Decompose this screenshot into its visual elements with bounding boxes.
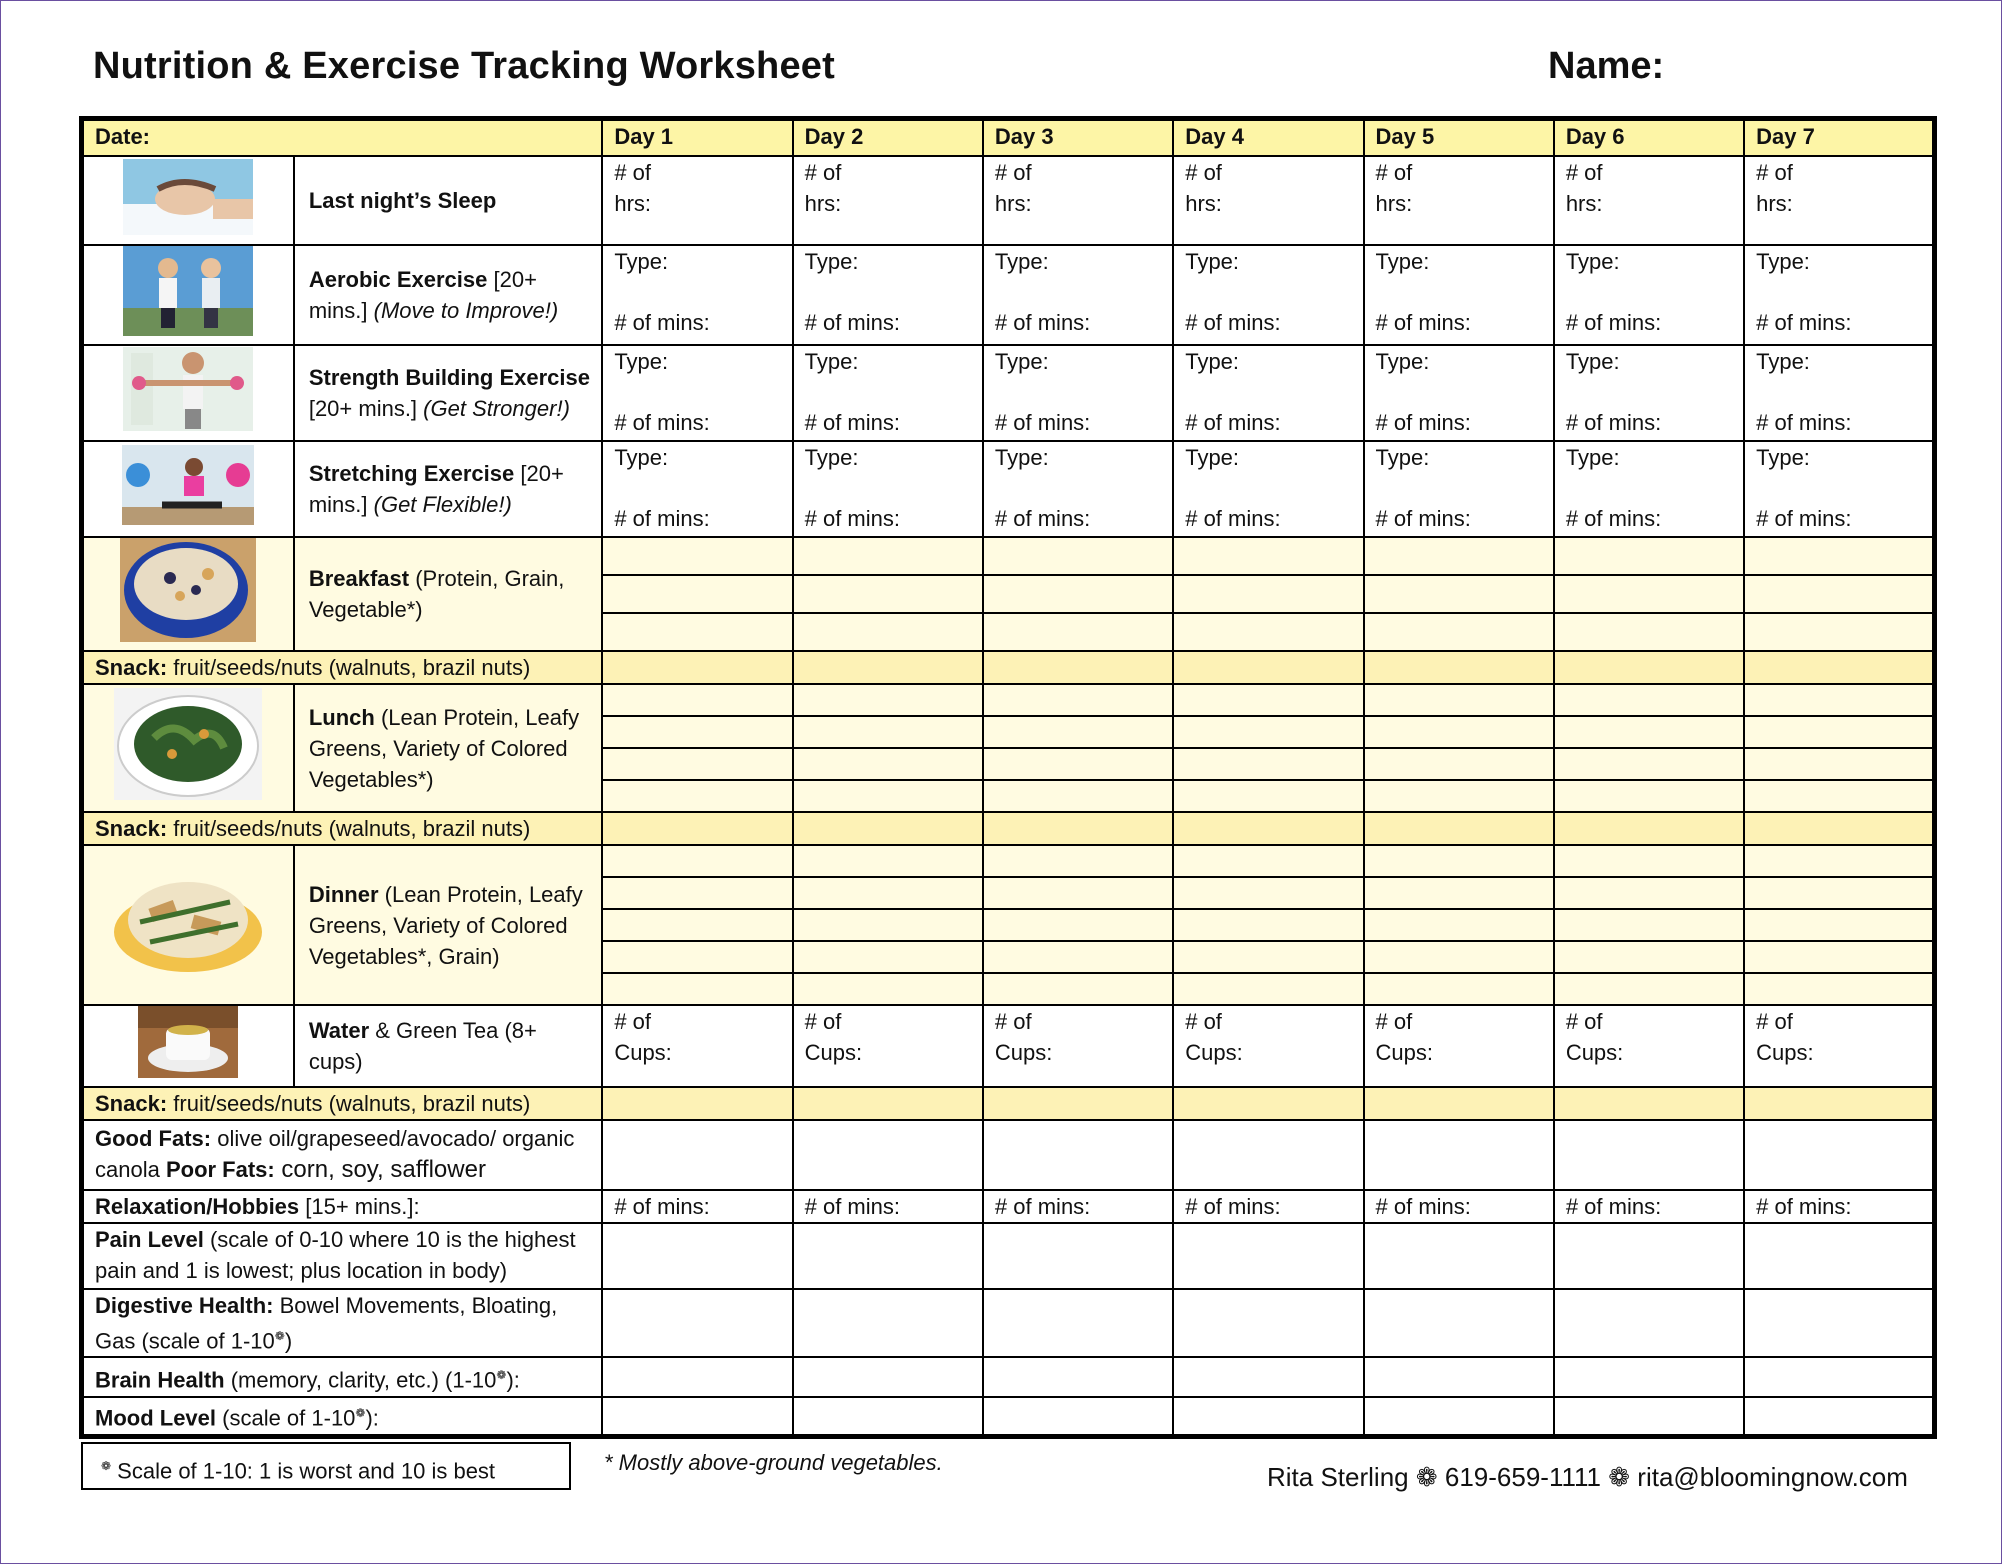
- aerobic-cell[interactable]: Type: # of mins:: [602, 245, 792, 345]
- snack-cell[interactable]: [602, 1087, 792, 1120]
- dinner-cell[interactable]: [1173, 845, 1363, 877]
- lunch-cell[interactable]: [1364, 780, 1554, 812]
- snack-cell[interactable]: [793, 812, 983, 845]
- dinner-cell[interactable]: [793, 877, 983, 909]
- snack-cell[interactable]: [1554, 812, 1744, 845]
- pain-cell[interactable]: [983, 1223, 1173, 1289]
- pain-cell[interactable]: [1744, 1223, 1934, 1289]
- lunch-cell[interactable]: [1744, 716, 1934, 748]
- snack-row: [82, 812, 1935, 845]
- lunch-cell[interactable]: [793, 684, 983, 716]
- breakfast-cell[interactable]: [1744, 575, 1934, 613]
- sleep-cell[interactable]: # of hrs:: [1744, 156, 1934, 245]
- lunch-cell[interactable]: [1364, 748, 1554, 780]
- lunch-cell[interactable]: [1364, 684, 1554, 716]
- lunch-cell[interactable]: [1554, 684, 1744, 716]
- stretching-label: Stretching Exercise [20+ mins.] (Get Flexible!): [294, 441, 603, 537]
- breakfast-cell[interactable]: [1364, 537, 1554, 575]
- strength-row: [82, 345, 1935, 441]
- snack-cell[interactable]: [1173, 812, 1363, 845]
- sleep-cell[interactable]: # of hrs:: [793, 156, 983, 245]
- breakfast-cell[interactable]: [793, 575, 983, 613]
- strength-cell[interactable]: Type: # of mins:: [1173, 345, 1363, 441]
- lunch-cell[interactable]: [1173, 748, 1363, 780]
- scale-mark-icon: ❁: [101, 1459, 112, 1473]
- relaxation-cell[interactable]: # of mins:: [1364, 1190, 1554, 1223]
- snack-label: Snack: fruit/seeds/nuts (walnuts, brazil nuts): [82, 651, 603, 684]
- lunch-label: Lunch (Lean Protein, Leafy Greens, Variety of Colored Vegetables*): [294, 684, 603, 812]
- lunch-cell[interactable]: [793, 780, 983, 812]
- lunch-cell[interactable]: [1554, 716, 1744, 748]
- brain-cell[interactable]: [983, 1357, 1173, 1397]
- breakfast-cell[interactable]: [793, 537, 983, 575]
- stretching-cell[interactable]: Type: # of mins:: [983, 441, 1173, 537]
- dinner-cell[interactable]: [1364, 941, 1554, 973]
- breakfast-cell[interactable]: [1173, 575, 1363, 613]
- dinner-cell[interactable]: [1554, 845, 1744, 877]
- snack-cell[interactable]: [602, 812, 792, 845]
- fats-row: [82, 1120, 1935, 1190]
- dinner-cell[interactable]: [1173, 877, 1363, 909]
- snack-cell[interactable]: [793, 1087, 983, 1120]
- snack-cell[interactable]: [1744, 651, 1934, 684]
- breakfast-cell[interactable]: [602, 575, 792, 613]
- dinner-cell[interactable]: [1744, 909, 1934, 941]
- dinner-cell[interactable]: [602, 845, 792, 877]
- fats-cell[interactable]: [1554, 1120, 1744, 1190]
- breakfast-cell[interactable]: [602, 537, 792, 575]
- lunch-cell[interactable]: [1744, 684, 1934, 716]
- day-header: Day 6: [1554, 119, 1744, 157]
- lunch-cell[interactable]: [983, 780, 1173, 812]
- dinner-cell[interactable]: [1173, 941, 1363, 973]
- water-cell[interactable]: # of Cups:: [1364, 1005, 1554, 1087]
- dinner-label: Dinner (Lean Protein, Leafy Greens, Variety of Colored Vegetables*, Grain): [294, 845, 603, 1005]
- snack-row: [82, 1087, 1935, 1120]
- mood-label: Mood Level (scale of 1-10❁):: [82, 1397, 603, 1436]
- snack-label: Snack: fruit/seeds/nuts (walnuts, brazil nuts): [82, 1087, 603, 1120]
- lunch-cell[interactable]: [983, 748, 1173, 780]
- snack-cell[interactable]: [983, 1087, 1173, 1120]
- lunch-cell[interactable]: [1173, 780, 1363, 812]
- stretching-cell[interactable]: Type: # of mins:: [1173, 441, 1363, 537]
- stretching-cell[interactable]: Type: # of mins:: [1554, 441, 1744, 537]
- digestive-cell[interactable]: [1554, 1289, 1744, 1357]
- relaxation-cell[interactable]: # of mins:: [1554, 1190, 1744, 1223]
- dinner-cell[interactable]: [1554, 941, 1744, 973]
- aerobic-photo-icon: [82, 245, 294, 345]
- mood-cell[interactable]: [1554, 1397, 1744, 1436]
- breakfast-cell[interactable]: [1173, 613, 1363, 651]
- day-header: Day 5: [1364, 119, 1554, 157]
- water-cell[interactable]: # of Cups:: [1744, 1005, 1934, 1087]
- stretching-photo-icon: [82, 441, 294, 537]
- date-header-row: [82, 119, 1935, 157]
- breakfast-photo-icon: [82, 537, 294, 651]
- dinner-cell[interactable]: [1554, 973, 1744, 1005]
- aerobic-label: Aerobic Exercise [20+ mins.] (Move to Improve!): [294, 245, 603, 345]
- lunch-photo-icon: [82, 684, 294, 812]
- water-label: Water & Green Tea (8+ cups): [294, 1005, 603, 1087]
- scale-mark-icon: ❁: [274, 1329, 285, 1343]
- aerobic-row: [82, 245, 1935, 345]
- dinner-cell[interactable]: [602, 941, 792, 973]
- contact-line: [1267, 1462, 1908, 1493]
- dinner-cell[interactable]: [793, 941, 983, 973]
- page-title: Nutrition & Exercise Tracking Worksheet: [93, 45, 835, 87]
- dinner-cell[interactable]: [1744, 877, 1934, 909]
- lunch-cell[interactable]: [983, 716, 1173, 748]
- mood-cell[interactable]: [1173, 1397, 1363, 1436]
- breakfast-row: [82, 537, 1935, 575]
- day-header: Day 3: [983, 119, 1173, 157]
- snack-cell[interactable]: [983, 812, 1173, 845]
- water-cell[interactable]: # of Cups:: [1554, 1005, 1744, 1087]
- day-header: Day 1: [602, 119, 792, 157]
- pain-cell[interactable]: [1554, 1223, 1744, 1289]
- dinner-cell[interactable]: [983, 877, 1173, 909]
- relaxation-cell[interactable]: # of mins:: [793, 1190, 983, 1223]
- breakfast-cell[interactable]: [983, 575, 1173, 613]
- sleep-cell[interactable]: # of hrs:: [983, 156, 1173, 245]
- aerobic-cell[interactable]: Type: # of mins:: [1744, 245, 1934, 345]
- dinner-cell[interactable]: [793, 973, 983, 1005]
- brain-cell[interactable]: [793, 1357, 983, 1397]
- snack-cell[interactable]: [1173, 1087, 1363, 1120]
- snack-label: Snack: fruit/seeds/nuts (walnuts, brazil nuts): [82, 812, 603, 845]
- lunch-row: [82, 684, 1935, 716]
- water-row: [82, 1005, 1935, 1087]
- fats-cell[interactable]: [1364, 1120, 1554, 1190]
- snack-cell[interactable]: [1364, 812, 1554, 845]
- breakfast-cell[interactable]: [602, 613, 792, 651]
- relaxation-cell[interactable]: # of mins:: [983, 1190, 1173, 1223]
- sleep-row: [82, 156, 1935, 245]
- breakfast-label: Breakfast (Protein, Grain, Vegetable*): [294, 537, 603, 651]
- fats-cell[interactable]: [1173, 1120, 1363, 1190]
- pain-cell[interactable]: [602, 1223, 792, 1289]
- stretching-cell[interactable]: Type: # of mins:: [602, 441, 792, 537]
- breakfast-cell[interactable]: [1554, 613, 1744, 651]
- snack-cell[interactable]: [1364, 1087, 1554, 1120]
- fats-cell[interactable]: [793, 1120, 983, 1190]
- dinner-cell[interactable]: [1364, 909, 1554, 941]
- dinner-cell[interactable]: [983, 909, 1173, 941]
- digestive-cell[interactable]: [983, 1289, 1173, 1357]
- breakfast-cell[interactable]: [793, 613, 983, 651]
- contact-phone: 619-659-1111: [1444, 1462, 1602, 1492]
- snack-cell[interactable]: [983, 651, 1173, 684]
- dinner-cell[interactable]: [1554, 909, 1744, 941]
- flower-separator-icon: ❁: [1608, 1462, 1631, 1492]
- relaxation-cell[interactable]: # of mins:: [1173, 1190, 1363, 1223]
- aerobic-cell[interactable]: Type: # of mins:: [793, 245, 983, 345]
- lunch-cell[interactable]: [1554, 780, 1744, 812]
- water-cell[interactable]: # of Cups:: [602, 1005, 792, 1087]
- snack-cell[interactable]: [1744, 812, 1934, 845]
- digestive-cell[interactable]: [602, 1289, 792, 1357]
- strength-cell[interactable]: Type: # of mins:: [1744, 345, 1934, 441]
- contact-name: Rita Sterling: [1267, 1462, 1409, 1492]
- stretching-row: [82, 441, 1935, 537]
- dinner-cell[interactable]: [793, 845, 983, 877]
- dinner-cell[interactable]: [1554, 877, 1744, 909]
- brain-row: [82, 1357, 1935, 1397]
- day-header: Day 2: [793, 119, 983, 157]
- dinner-cell[interactable]: [602, 877, 792, 909]
- lunch-cell[interactable]: [602, 716, 792, 748]
- snack-row: [82, 651, 1935, 684]
- brain-cell[interactable]: [1744, 1357, 1934, 1397]
- breakfast-cell[interactable]: [1554, 575, 1744, 613]
- lunch-cell[interactable]: [1744, 780, 1934, 812]
- mood-cell[interactable]: [1744, 1397, 1934, 1436]
- scale-mark-icon: ❁: [496, 1367, 507, 1382]
- dinner-cell[interactable]: [1744, 845, 1934, 877]
- date-label: Date:: [82, 119, 603, 157]
- scale-footnote: ❁ Scale of 1-10: 1 is worst and 10 is best: [81, 1442, 571, 1490]
- strength-cell[interactable]: Type: # of mins:: [1554, 345, 1744, 441]
- dinner-cell[interactable]: [1364, 845, 1554, 877]
- digestive-label: Digestive Health: Bowel Movements, Bloating, Gas (scale of 1-10❁): [82, 1289, 603, 1357]
- mood-cell[interactable]: [983, 1397, 1173, 1436]
- vegetable-footnote: * Mostly above-ground vegetables.: [604, 1450, 943, 1475]
- aerobic-cell[interactable]: Type: # of mins:: [1364, 245, 1554, 345]
- pain-cell[interactable]: [1173, 1223, 1363, 1289]
- snack-cell[interactable]: [1173, 651, 1363, 684]
- digestive-cell[interactable]: [1173, 1289, 1363, 1357]
- snack-cell[interactable]: [1554, 1087, 1744, 1120]
- snack-cell[interactable]: [1364, 651, 1554, 684]
- relaxation-cell[interactable]: # of mins:: [1744, 1190, 1934, 1223]
- strength-cell[interactable]: Type: # of mins:: [983, 345, 1173, 441]
- strength-cell[interactable]: Type: # of mins:: [1364, 345, 1554, 441]
- sleep-cell[interactable]: # of hrs:: [1554, 156, 1744, 245]
- tracking-table: [79, 116, 1937, 1439]
- lunch-cell[interactable]: [1744, 748, 1934, 780]
- fats-cell[interactable]: [983, 1120, 1173, 1190]
- breakfast-cell[interactable]: [983, 537, 1173, 575]
- pain-row: [82, 1223, 1935, 1289]
- dinner-cell[interactable]: [983, 973, 1173, 1005]
- dinner-row: [82, 845, 1935, 877]
- lunch-cell[interactable]: [793, 716, 983, 748]
- dinner-cell[interactable]: [983, 845, 1173, 877]
- dinner-cell[interactable]: [1744, 973, 1934, 1005]
- strength-photo-icon: [82, 345, 294, 441]
- sleep-cell[interactable]: # of hrs:: [1173, 156, 1363, 245]
- lunch-cell[interactable]: [1364, 716, 1554, 748]
- fats-cell[interactable]: [602, 1120, 792, 1190]
- scale-mark-icon: ❁: [355, 1406, 366, 1421]
- aerobic-cell[interactable]: Type: # of mins:: [1554, 245, 1744, 345]
- brain-cell[interactable]: [1554, 1357, 1744, 1397]
- strength-label: Strength Building Exercise [20+ mins.] (Get Stronger!): [294, 345, 603, 441]
- sleep-label: Last night’s Sleep: [294, 156, 603, 245]
- digestive-cell[interactable]: [1364, 1289, 1554, 1357]
- snack-cell[interactable]: [793, 651, 983, 684]
- aerobic-cell[interactable]: Type: # of mins:: [983, 245, 1173, 345]
- brain-cell[interactable]: [1364, 1357, 1554, 1397]
- dinner-photo-icon: [82, 845, 294, 1005]
- contact-email[interactable]: rita@bloomingnow.com: [1637, 1462, 1908, 1492]
- mood-cell[interactable]: [1364, 1397, 1554, 1436]
- digestive-row: [82, 1289, 1935, 1357]
- stretching-cell[interactable]: Type: # of mins:: [1744, 441, 1934, 537]
- pain-cell[interactable]: [1364, 1223, 1554, 1289]
- lunch-cell[interactable]: [602, 748, 792, 780]
- fats-cell[interactable]: [1744, 1120, 1934, 1190]
- lunch-cell[interactable]: [1173, 684, 1363, 716]
- mood-cell[interactable]: [602, 1397, 792, 1436]
- dinner-cell[interactable]: [1744, 941, 1934, 973]
- breakfast-cell[interactable]: [1173, 537, 1363, 575]
- snack-cell[interactable]: [602, 651, 792, 684]
- day-header: Day 4: [1173, 119, 1363, 157]
- relaxation-label: Relaxation/Hobbies [15+ mins.]:: [82, 1190, 603, 1223]
- dinner-cell[interactable]: [602, 909, 792, 941]
- strength-cell[interactable]: Type: # of mins:: [602, 345, 792, 441]
- name-label: Name:: [1548, 45, 1665, 87]
- dinner-cell[interactable]: [602, 973, 792, 1005]
- breakfast-cell[interactable]: [1744, 537, 1934, 575]
- lunch-cell[interactable]: [1554, 748, 1744, 780]
- breakfast-cell[interactable]: [1364, 575, 1554, 613]
- sleep-cell[interactable]: # of hrs:: [1364, 156, 1554, 245]
- dinner-cell[interactable]: [1364, 973, 1554, 1005]
- lunch-cell[interactable]: [793, 748, 983, 780]
- relaxation-cell[interactable]: # of mins:: [602, 1190, 792, 1223]
- snack-cell[interactable]: [1554, 651, 1744, 684]
- dinner-cell[interactable]: [1173, 973, 1363, 1005]
- water-cell[interactable]: # of Cups:: [1173, 1005, 1363, 1087]
- aerobic-cell[interactable]: Type: # of mins:: [1173, 245, 1363, 345]
- stretching-cell[interactable]: Type: # of mins:: [1364, 441, 1554, 537]
- mood-cell[interactable]: [793, 1397, 983, 1436]
- breakfast-cell[interactable]: [1744, 613, 1934, 651]
- lunch-cell[interactable]: [983, 684, 1173, 716]
- water-cell[interactable]: # of Cups:: [983, 1005, 1173, 1087]
- relaxation-row: [82, 1190, 1935, 1223]
- pain-cell[interactable]: [793, 1223, 983, 1289]
- lunch-cell[interactable]: [1173, 716, 1363, 748]
- tea-photo-icon: [82, 1005, 294, 1087]
- breakfast-cell[interactable]: [983, 613, 1173, 651]
- water-cell[interactable]: # of Cups:: [793, 1005, 983, 1087]
- breakfast-cell[interactable]: [1364, 613, 1554, 651]
- dinner-cell[interactable]: [793, 909, 983, 941]
- brain-label: Brain Health (memory, clarity, etc.) (1-10❁):: [82, 1357, 603, 1397]
- lunch-cell[interactable]: [602, 780, 792, 812]
- digestive-cell[interactable]: [1744, 1289, 1934, 1357]
- lunch-cell[interactable]: [602, 684, 792, 716]
- brain-cell[interactable]: [602, 1357, 792, 1397]
- strength-cell[interactable]: Type: # of mins:: [793, 345, 983, 441]
- dinner-cell[interactable]: [1173, 909, 1363, 941]
- stretching-cell[interactable]: Type: # of mins:: [793, 441, 983, 537]
- sleep-photo-icon: [82, 156, 294, 245]
- snack-cell[interactable]: [1744, 1087, 1934, 1120]
- flower-separator-icon: ❁: [1415, 1462, 1438, 1492]
- brain-cell[interactable]: [1173, 1357, 1363, 1397]
- fats-label: Good Fats: olive oil/grapeseed/avocado/ organic canola Poor Fats: corn, soy, safflower: [82, 1120, 603, 1190]
- sleep-cell[interactable]: # of hrs:: [602, 156, 792, 245]
- breakfast-cell[interactable]: [1554, 537, 1744, 575]
- digestive-cell[interactable]: [793, 1289, 983, 1357]
- dinner-cell[interactable]: [983, 941, 1173, 973]
- mood-row: [82, 1397, 1935, 1436]
- pain-label: Pain Level (scale of 0-10 where 10 is the highest pain and 1 is lowest; plus location in body): [82, 1223, 603, 1289]
- day-header: Day 7: [1744, 119, 1934, 157]
- dinner-cell[interactable]: [1364, 877, 1554, 909]
